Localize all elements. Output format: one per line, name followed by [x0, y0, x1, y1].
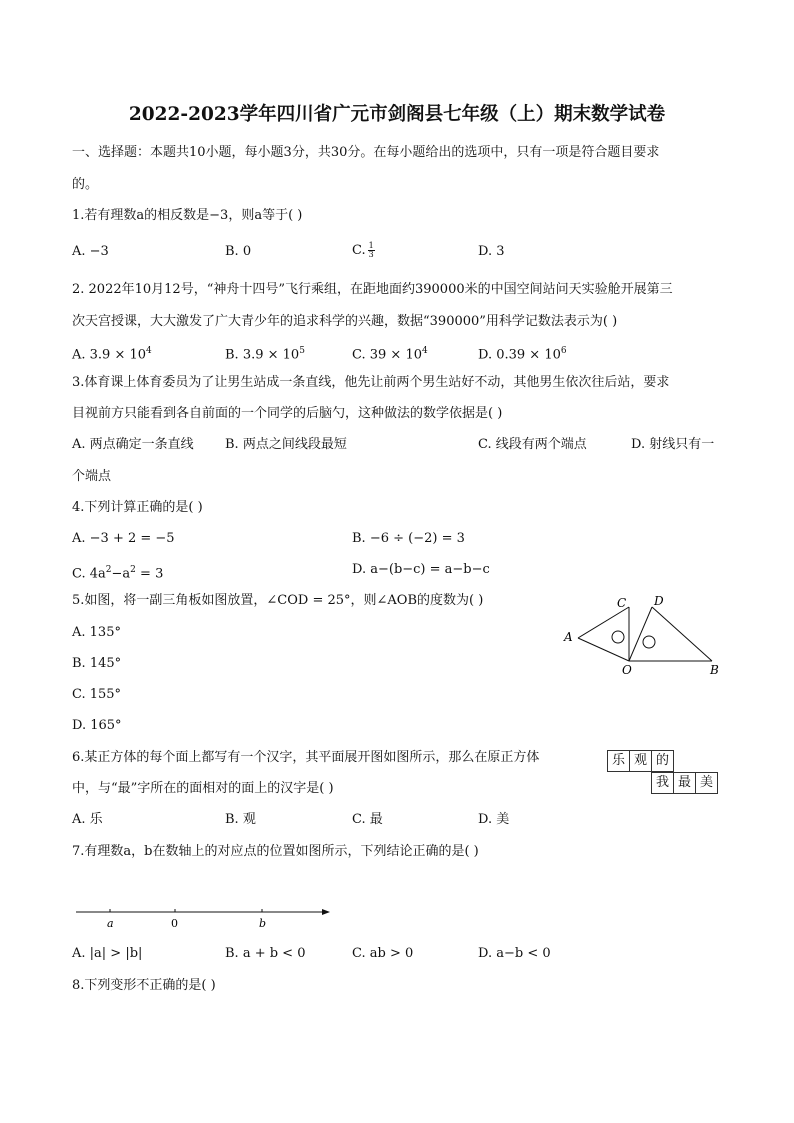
q2-option-c-base: C. 39 × 10	[352, 347, 422, 363]
q4-option-c-exp1: 2	[105, 565, 112, 575]
q4-option-c-part3: = 3	[135, 566, 164, 582]
segment-ac	[578, 607, 629, 638]
q5-option-b: B. 145°	[72, 656, 122, 671]
section-heading-line1: 一、选择题：本题共10小题，每小题3分，共30分。在每小题给出的选项中，只有一项是符合题目要求	[72, 145, 660, 160]
q6-option-d: D. 美	[478, 812, 510, 827]
q3-stem-line2: 目视前方只能看到各自前面的一个同学的后脑勺，这种做法的数学依据是( )	[72, 406, 503, 421]
q2-option-a-exponent: 4	[146, 346, 152, 356]
point-o-label: O	[622, 663, 632, 677]
q2-option-a	[72, 343, 152, 363]
arrow-right-icon	[322, 909, 330, 915]
q2-option-d-exponent: 6	[560, 346, 567, 356]
q2-option-d	[478, 343, 567, 363]
net-cell: 观	[629, 750, 652, 772]
point-a-label: A	[564, 630, 573, 644]
q3-stem-line1: 3.体育课上体育委员为了让男生站成一条直线，他先让前两个男生站好不动，其他男生依次往后站，要求	[72, 375, 670, 390]
q1-option-c-numerator: 1	[368, 241, 374, 250]
q7-stem: 7.有理数a，b在数轴上的对应点的位置如图所示，下列结论正确的是( )	[72, 844, 479, 859]
q1-option-d: D. 3	[478, 244, 505, 259]
q6-stem-line1: 6.某正方体的每个面上都写有一个汉字，其平面展开图如图所示，那么在原正方体	[72, 750, 540, 765]
q3-option-c: C. 线段有两个端点	[478, 437, 587, 452]
number-line	[72, 900, 337, 936]
q4-option-d: D. a−(b−c) = a−b−c	[352, 562, 490, 577]
q5-stem: 5.如图，将一副三角板如图放置，∠COD = 25°，则∠AOB的度数为( )	[72, 593, 484, 608]
q3-option-d-line2: 个端点	[72, 469, 112, 484]
q2-option-a-base: A. 3.9 × 10	[72, 347, 147, 363]
q2-stem-line1: 2. 2022年10月12号，“神舟十四号”飞行乘组，在距地面约390000米的中国空间站问天实验舱开展第三	[72, 282, 673, 297]
q7-option-d: D. a−b < 0	[478, 946, 551, 961]
q4-option-c-part2: −a	[111, 566, 131, 582]
q7-option-a: A. |a| > |b|	[72, 946, 143, 961]
section-heading-line2: 的。	[72, 177, 99, 192]
q1-option-b: B. 0	[225, 244, 252, 259]
q4-option-c-part1: C. 4a	[72, 566, 106, 582]
q1-stem: 1.若有理数a的相反数是−3，则a等于( )	[72, 208, 303, 223]
q2-option-c-exponent: 4	[422, 346, 428, 356]
q4-option-c	[72, 562, 163, 582]
q8-stem: 8.下列变形不正确的是( )	[72, 978, 216, 993]
q1-option-c-fraction	[368, 242, 375, 259]
point-c-label: C	[617, 596, 627, 610]
net-cell: 的	[651, 750, 674, 772]
q2-option-d-base: D. 0.39 × 10	[478, 347, 561, 363]
q6-option-c: C. 最	[352, 812, 383, 827]
q4-option-b: B. −6 ÷ (−2) = 3	[352, 531, 465, 546]
q1-option-c	[352, 242, 375, 259]
q1-option-c-denominator: 3	[368, 250, 374, 259]
q3-option-d-line1: D. 射线只有一	[631, 437, 715, 452]
segment-db	[652, 607, 712, 661]
q4-stem: 4.下列计算正确的是( )	[72, 500, 203, 515]
q2-stem-line2: 次天宫授课，大大激发了广大青少年的追求科学的兴趣，数据“390000”用科学记数法表示为( )	[72, 314, 618, 329]
q3-option-a: A. 两点确定一条直线	[72, 437, 194, 452]
label-b: b	[259, 917, 267, 930]
q5-option-a: A. 135°	[72, 625, 121, 640]
q6-option-b: B. 观	[225, 812, 256, 827]
hole-right-triangle	[643, 636, 655, 648]
q4-option-a: A. −3 + 2 = −5	[72, 531, 175, 546]
triangle-figure	[560, 590, 730, 680]
q2-option-b-exponent: 5	[299, 346, 305, 356]
q1-option-a: A. −3	[72, 244, 109, 259]
q5-option-d: D. 165°	[72, 718, 122, 733]
q2-option-b-base: B. 3.9 × 10	[225, 347, 300, 363]
net-cell: 最	[673, 772, 696, 794]
hole-left-triangle	[612, 631, 624, 643]
net-cell: 乐	[607, 750, 630, 772]
label-zero: 0	[171, 917, 178, 930]
point-d-label: D	[654, 594, 664, 608]
net-cell: 美	[695, 772, 718, 794]
q3-option-b: B. 两点之间线段最短	[225, 437, 347, 452]
cube-net	[607, 750, 721, 796]
q7-option-b: B. a + b < 0	[225, 946, 306, 961]
point-b-label: B	[710, 663, 719, 677]
page-title: 2022-2023学年四川省广元市剑阁县七年级（上）期末数学试卷	[128, 104, 666, 125]
q6-stem-line2: 中，与“最”字所在的面相对的面上的汉字是( )	[72, 781, 334, 796]
q2-option-c	[352, 343, 428, 363]
q7-option-c: C. ab > 0	[352, 946, 414, 961]
net-cell: 我	[651, 772, 674, 794]
q4-option-c-exp2: 2	[130, 565, 136, 575]
label-a: a	[107, 917, 114, 930]
q1-option-c-label: C.	[352, 243, 366, 258]
q2-option-b	[225, 343, 305, 363]
segment-od	[629, 607, 652, 661]
q6-option-a: A. 乐	[72, 812, 103, 827]
q5-option-c: C. 155°	[72, 687, 122, 702]
